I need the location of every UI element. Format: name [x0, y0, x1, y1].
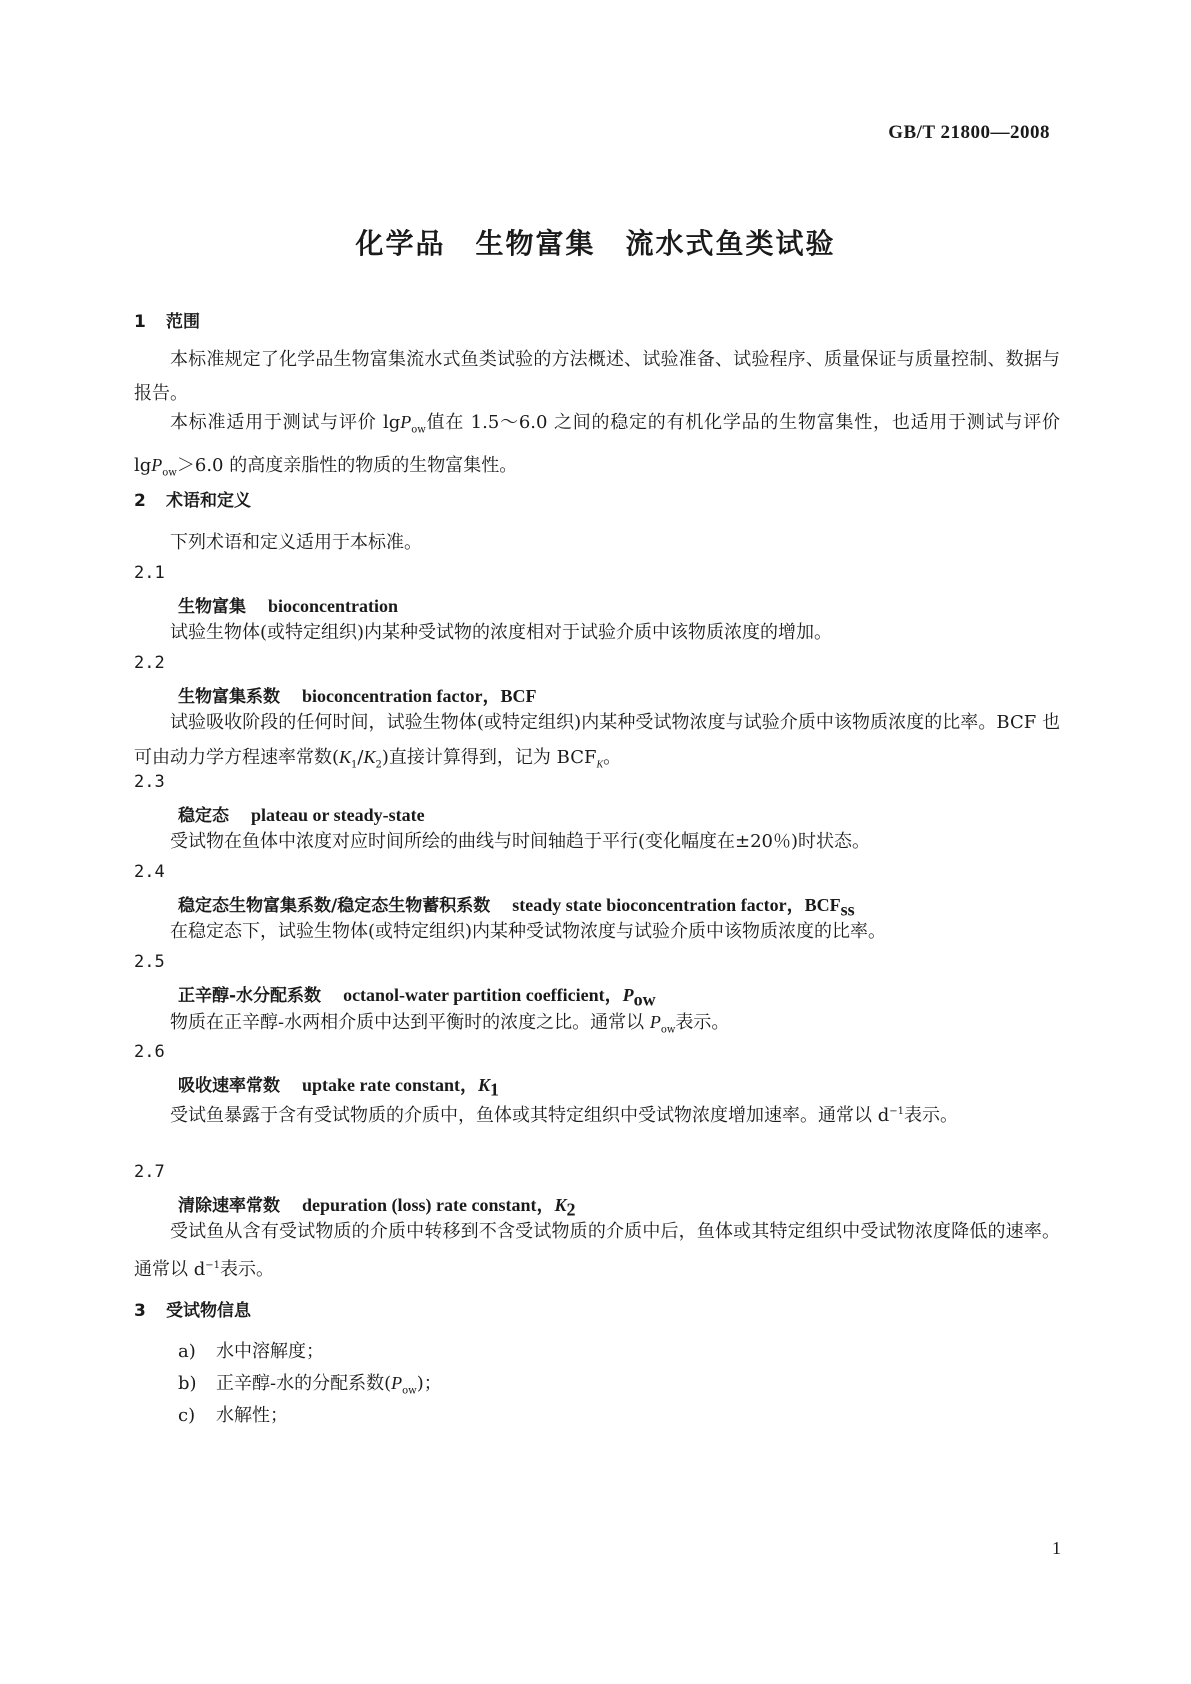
- section-title: 受试物信息: [166, 1301, 251, 1321]
- section-title: 范围: [166, 312, 200, 332]
- text-run: 表示。: [220, 1259, 274, 1280]
- subscript-ow: ow: [162, 467, 177, 479]
- section-number: 3: [134, 1301, 146, 1321]
- subscript: 2: [566, 1199, 576, 1220]
- symbol-p: P: [622, 985, 634, 1005]
- term-en: steady state bioconcentration factor，BCF: [512, 895, 841, 915]
- term-en: bioconcentration: [268, 596, 398, 616]
- term-number: 2.7: [134, 1162, 165, 1182]
- term-en: bioconcentration factor，BCF: [302, 686, 537, 706]
- term-cn: 生物富集: [178, 597, 246, 617]
- text-run: 。: [603, 747, 622, 768]
- term-cn: 吸收速率常数: [178, 1076, 280, 1096]
- list-text: 正辛醇-水的分配系数(: [216, 1373, 392, 1394]
- term-number: 2.5: [134, 952, 165, 972]
- term-number: 2.3: [134, 772, 165, 792]
- term-definition: [134, 1215, 1060, 1287]
- subscript-ss: ss: [840, 899, 855, 920]
- page-number: 1: [1052, 1538, 1061, 1558]
- term-number: 2.1: [134, 563, 165, 583]
- term-2-3: [178, 801, 425, 826]
- term-definition: 在稳定态下，试验生物体(或特定组织)内某种受试物浓度与试验介质中该物质浓度的比率。: [170, 921, 887, 942]
- term-2-1: [178, 592, 398, 617]
- symbol-k: K: [339, 747, 352, 767]
- term-cn: 清除速率常数: [178, 1196, 280, 1216]
- list-text: 水中溶解度；: [216, 1341, 324, 1362]
- symbol-k: K: [478, 1075, 491, 1095]
- superscript: −1: [889, 1106, 904, 1117]
- term-definition: [134, 1095, 1060, 1133]
- subscript-ow: ow: [411, 424, 426, 436]
- term-en: octanol-water partition coefficient，: [343, 985, 623, 1005]
- subscript-ow: ow: [633, 989, 656, 1010]
- text-run: 受试鱼暴露于含有受试物质的介质中，鱼体或其特定组织中受试物浓度增加速率。通常以 d: [170, 1105, 890, 1126]
- term-number: 2.6: [134, 1042, 165, 1062]
- term-2-2: [178, 682, 536, 708]
- text-run: 表示。: [904, 1105, 958, 1126]
- subscript-ow: ow: [402, 1385, 417, 1397]
- symbol-k: K: [554, 1195, 567, 1215]
- term-en: depuration (loss) rate constant，: [302, 1195, 555, 1215]
- document-title: 化学品 生物富集 流水式鱼类试验: [355, 227, 836, 260]
- term-cn: 稳定态: [178, 806, 229, 826]
- text-run: 受试鱼从含有受试物质的介质中转移到不含受试物质的介质中后，鱼体或其特定组织中受试物浓度降低的速率。通常以 d: [134, 1221, 1060, 1280]
- term-definition: 试验生物体(或特定组织)内某种受试物的浓度相对于试验介质中该物质浓度的增加。: [170, 622, 833, 643]
- list-marker: a): [178, 1341, 196, 1362]
- section-number: 2: [134, 491, 146, 511]
- list-item: [178, 1401, 288, 1427]
- term-en: plateau or steady-state: [251, 805, 425, 825]
- text-run: 物质在正辛醇-水两相介质中达到平衡时的浓度之比。通常以: [170, 1012, 650, 1033]
- list-item: [178, 1369, 442, 1397]
- symbol-p: P: [391, 1373, 403, 1393]
- superscript: −1: [205, 1260, 220, 1271]
- term-definition: 受试物在鱼体中浓度对应时间所绘的曲线与时间轴趋于平行(变化幅度在±20％)时状态。: [170, 831, 871, 852]
- list-marker: c): [178, 1405, 196, 1426]
- symbol-p: P: [151, 454, 163, 475]
- section-number: 1: [134, 312, 146, 332]
- term-cn: 正辛醇-水分配系数: [178, 986, 322, 1006]
- scope-paragraph-2: [134, 405, 1060, 490]
- term-number: 2.4: [134, 862, 165, 882]
- subscript-k: K: [596, 759, 604, 771]
- subscript: 1: [490, 1079, 500, 1100]
- subscript-ow: ow: [660, 1024, 676, 1036]
- text-run: 表示。: [675, 1012, 730, 1033]
- standard-number: GB/T 21800—2008: [888, 122, 1050, 143]
- term-cn: 生物富集系数: [178, 687, 280, 707]
- list-text: )；: [416, 1373, 442, 1394]
- section-title: 术语和定义: [166, 491, 251, 511]
- list-item: [178, 1337, 324, 1363]
- term-en: uptake rate constant，: [302, 1075, 478, 1095]
- scope-paragraph-1: 本标准规定了化学品生物富集流水式鱼类试验的方法概述、试验准备、试验程序、质量保证与质量控制、数据与报告。: [134, 349, 1060, 404]
- text-run: )直接计算得到，记为 BCF: [381, 747, 597, 768]
- slash: /: [357, 747, 364, 768]
- section-3-heading: [134, 1296, 251, 1321]
- term-definition: [134, 706, 1060, 783]
- text-run: 值在 1.5～6.0 之间的稳定的有机化学品的生物富集性，也适用于测试与评价 lg: [134, 412, 1061, 476]
- term-number: 2.2: [134, 653, 165, 673]
- text-run: 本标准适用于测试与评价 lg: [170, 412, 401, 433]
- symbol-p: P: [649, 1012, 661, 1032]
- text-run: ＞6.0 的高度亲脂性的物质的生物富集性。: [176, 454, 518, 476]
- term-cn: 稳定态生物富集系数/稳定态生物蓄积系数: [178, 896, 491, 916]
- list-marker: b): [178, 1373, 197, 1394]
- terms-intro: 下列术语和定义适用于本标准。: [170, 532, 422, 553]
- term-definition: [134, 1005, 1060, 1048]
- section-1-heading: [134, 307, 200, 332]
- subscript: 1: [351, 759, 358, 771]
- subscript: 2: [375, 759, 382, 771]
- list-text: 水解性；: [216, 1405, 288, 1426]
- text-run: 试验吸收阶段的任何时间，试验生物体(或特定组织)内某种受试物浓度与试验介质中该物质浓度的比率。BCF 也可由动力学方程速率常数(: [134, 712, 1060, 768]
- symbol-k: K: [363, 747, 376, 767]
- symbol-p: P: [400, 412, 412, 432]
- section-2-heading: [134, 486, 251, 511]
